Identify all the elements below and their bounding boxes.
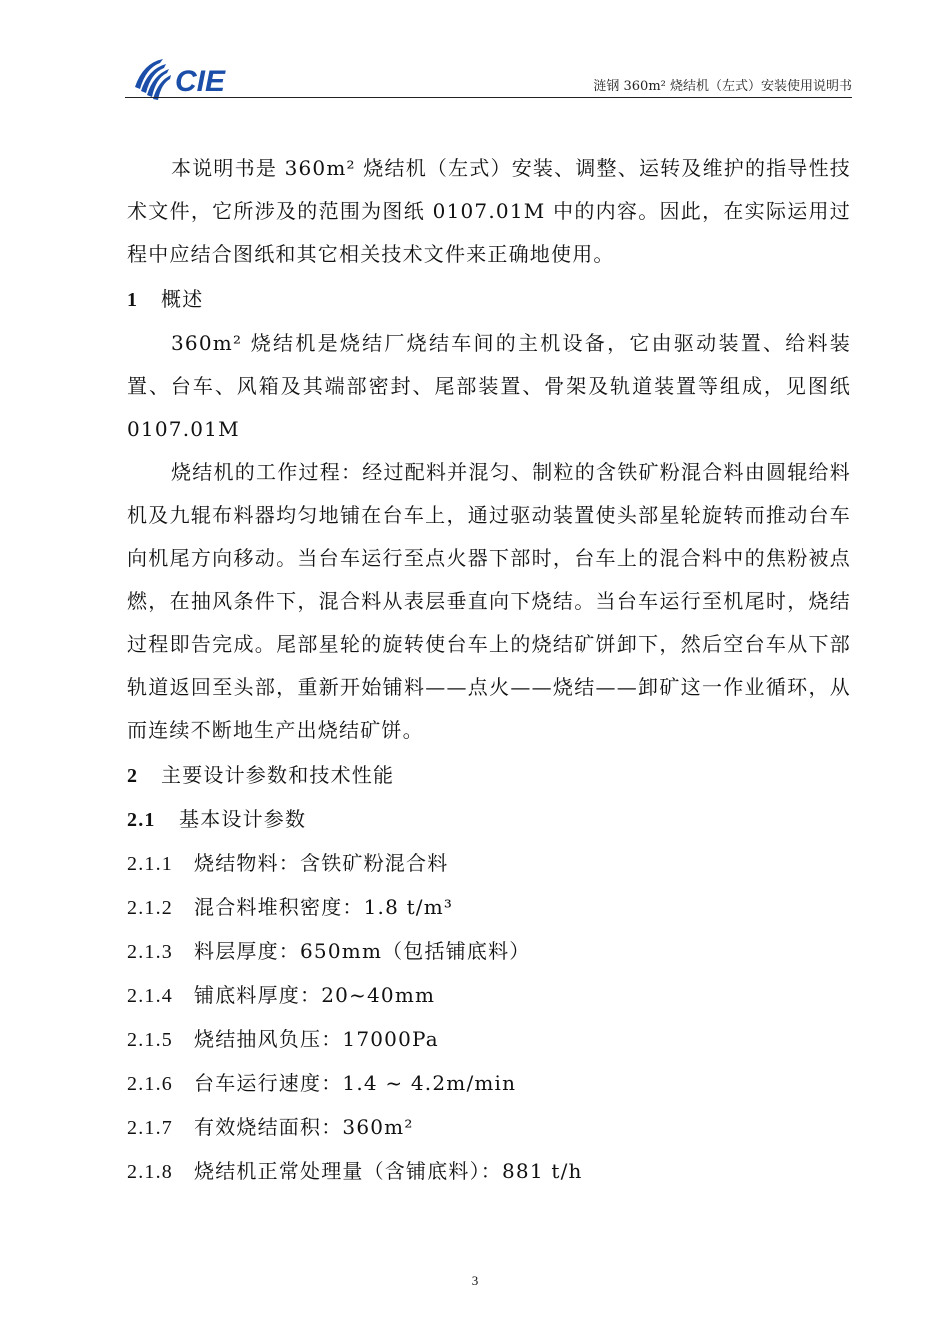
section-number: 1 bbox=[127, 289, 139, 311]
item-text: 台车运行速度：1.4 ~ 4.2m/min bbox=[194, 1071, 517, 1095]
item-text: 料层厚度：650mm（包括铺底料） bbox=[194, 939, 531, 963]
section-2-heading bbox=[127, 754, 851, 798]
overview-paragraph: 360m² 烧结机是烧结厂烧结车间的主机设备，它由驱动装置、给料装置、台车、风箱及其端部密封、尾部装置、骨架及轨道装置等组成，见图纸 0107.01M bbox=[127, 331, 851, 441]
item-number: 2.1.4 bbox=[127, 985, 173, 1007]
section-2-1-heading bbox=[127, 798, 851, 842]
section-title: 主要设计参数和技术性能 bbox=[161, 763, 395, 787]
item-number: 2.1.2 bbox=[127, 897, 173, 919]
item-number: 2.1.3 bbox=[127, 941, 173, 963]
item-number: 2.1.8 bbox=[127, 1161, 173, 1183]
item-text: 烧结物料：含铁矿粉混合料 bbox=[194, 851, 449, 875]
section-title: 概述 bbox=[161, 287, 204, 311]
list-item bbox=[127, 886, 851, 930]
process-paragraph: 烧结机的工作过程：经过配料并混匀、制粒的含铁矿粉混合料由圆辊给料机及九辊布料器均匀地铺在台车上，通过驱动装置使头部星轮旋转而推动台车向机尾方向移动。当台车运行至点火器下部时，台车上的混合料中的焦粉被点燃，在抽风条件下，混合料从表层垂直向下烧结。当台车运行至机尾时，烧结过程即告完成。尾部星轮的旋转使台车上的烧结矿饼卸下，然后空台车从下部轨道返回至头部，重新开始铺料——点火——烧结——卸矿这一作业循环，从而连续不断地生产出烧结矿饼。 bbox=[127, 460, 851, 742]
item-number: 2.1.6 bbox=[127, 1073, 173, 1095]
section-number: 2 bbox=[127, 765, 139, 787]
item-text: 烧结抽风负压：17000Pa bbox=[194, 1027, 439, 1051]
item-number: 2.1.7 bbox=[127, 1117, 173, 1139]
list-item bbox=[127, 974, 851, 1018]
list-item bbox=[127, 1062, 851, 1106]
logo-text: CIE bbox=[175, 65, 226, 98]
item-text: 混合料堆积密度：1.8 t/m³ bbox=[194, 895, 454, 919]
list-item bbox=[127, 930, 851, 974]
section-number: 2.1 bbox=[127, 809, 156, 831]
section-1-heading bbox=[127, 278, 851, 322]
intro-paragraph: 本说明书是 360m² 烧结机（左式）安装、调整、运转及维护的指导性技术文件，它所涉及的范围为图纸 0107.01M 中的内容。因此，在实际运用过程中应结合图纸和其它相关技术文件来正确地使用。 bbox=[127, 156, 851, 266]
item-number: 2.1.5 bbox=[127, 1029, 173, 1051]
header-divider bbox=[125, 97, 852, 98]
item-number: 2.1.1 bbox=[127, 853, 173, 875]
item-text: 有效烧结面积：360m² bbox=[194, 1115, 414, 1139]
page-body bbox=[127, 147, 851, 1194]
item-text: 烧结机正常处理量（含铺底料）：881 t/h bbox=[194, 1159, 583, 1183]
parameter-list bbox=[127, 842, 851, 1194]
page-header bbox=[125, 55, 852, 98]
list-item bbox=[127, 842, 851, 886]
list-item bbox=[127, 1150, 851, 1194]
list-item bbox=[127, 1018, 851, 1062]
list-item bbox=[127, 1106, 851, 1150]
page-number: 3 bbox=[471, 1273, 479, 1288]
cie-logo bbox=[133, 57, 253, 101]
section-title: 基本设计参数 bbox=[179, 807, 307, 831]
item-text: 铺底料厚度：20~40mm bbox=[194, 983, 436, 1007]
document-title: 涟钢 360m² 烧结机（左式）安装使用说明书 bbox=[593, 79, 852, 94]
